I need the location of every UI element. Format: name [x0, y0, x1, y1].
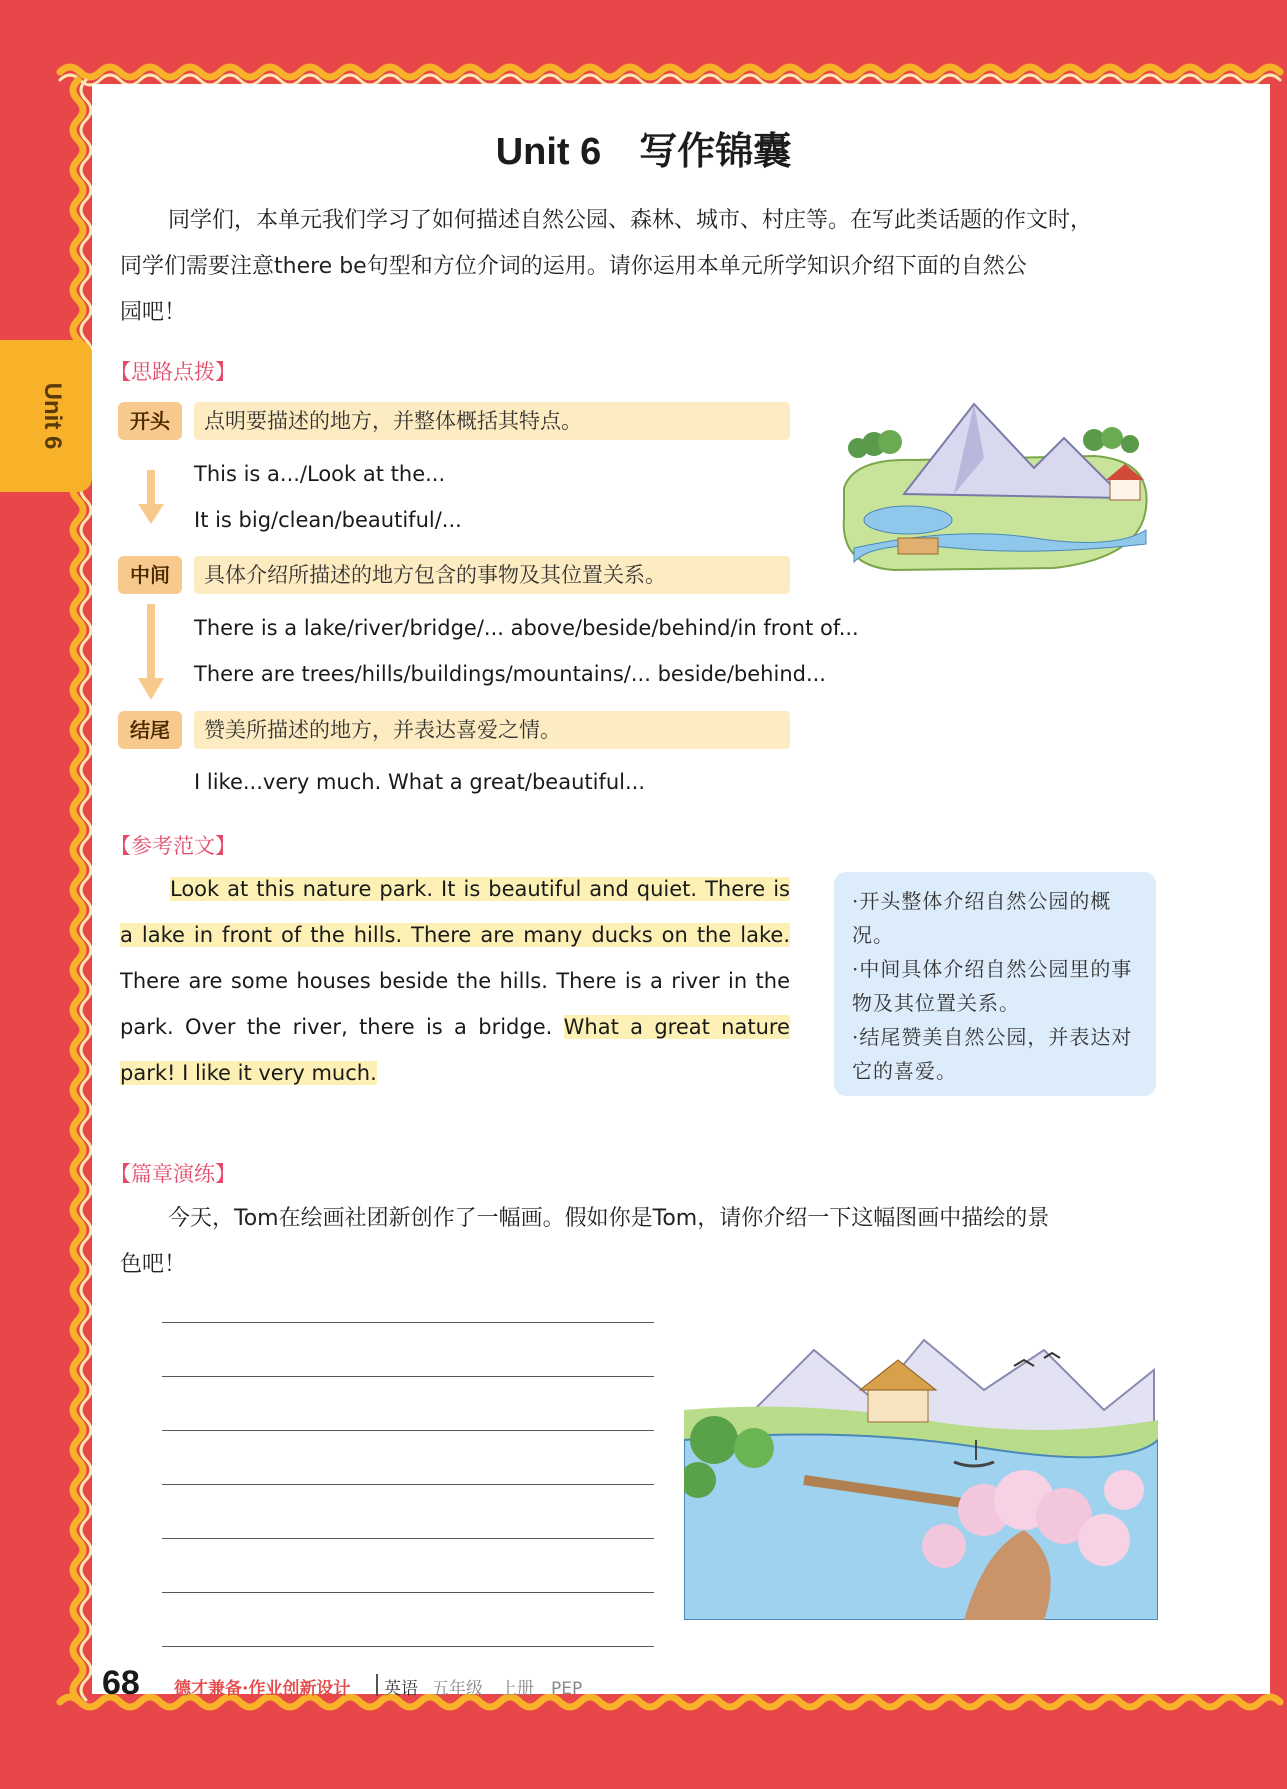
sample-essay-highlight-1: Look at this nature park. It is beautiful and quiet. There is a lake in front of the hills. There are many ducks on the lake. [120, 877, 790, 947]
intro-line-2a: 同学们需要注意 [120, 254, 275, 279]
writing-line[interactable] [162, 1538, 654, 1539]
sample-essay-highlight-2: What a great nature park! I like it very much. [120, 1015, 790, 1085]
footer-subject: 英语 [384, 1679, 418, 1699]
writing-line[interactable] [162, 1646, 654, 1647]
practice-heading: 【篇章演练】 [110, 1162, 236, 1186]
start-desc: 点明要描述的地方，并整体概括其特点。 [194, 402, 790, 440]
painting-illustration [684, 1330, 1158, 1620]
practice-text-a: 今天， [168, 1206, 235, 1231]
end-tag: 结尾 [118, 711, 182, 749]
footer-info: 五年级 上册 PEP [432, 1679, 583, 1699]
sample-essay-body: There are some houses beside the hills. There is a river in the park. Over the river, there is a bridge. [120, 969, 790, 1039]
end-sentence-1: I like...very much. What a great/beautiful... [194, 770, 646, 794]
intro-line-1: 同学们，本单元我们学习了如何描述自然公园、森林、城市、村庄等。在写此类话题的作文时， [168, 208, 1093, 233]
practice-line-2: 色吧！ [120, 1252, 187, 1277]
intro-line-3: 园吧！ [120, 300, 187, 325]
page-number: 68 [102, 1664, 140, 1702]
writing-line[interactable] [162, 1376, 654, 1377]
unit-side-tab-label: Unit 6 [39, 382, 66, 450]
start-sentence-1: This is a.../Look at the... [194, 462, 446, 486]
sample-heading: 【参考范文】 [110, 834, 236, 858]
intro-line-2c: 句型和方位介词的运用。请你运用本单元所学知识介绍下面的自然公 [366, 254, 1027, 279]
tip-start: ·开头整体介绍自然公园的概况。 [852, 889, 1112, 947]
page-title: Unit 6 写作锦囊 [495, 131, 792, 173]
nature-park-illustration [834, 398, 1156, 578]
practice-text-e: ，请你介绍一下这幅图画中描绘的景 [697, 1206, 1050, 1231]
middle-sentence-2: There are trees/hills/buildings/mountains/... beside/behind... [194, 662, 826, 686]
intro-line-2 [120, 244, 1027, 290]
writing-line[interactable] [162, 1484, 654, 1485]
practice-line-1 [168, 1196, 1049, 1242]
intro-there-be: there be [274, 254, 367, 279]
tip-middle: ·中间具体介绍自然公园里的事物及其位置关系。 [852, 957, 1133, 1015]
writing-line[interactable] [162, 1430, 654, 1431]
start-sentence-2: It is big/clean/beautiful/... [194, 508, 462, 532]
writing-line[interactable] [162, 1592, 654, 1593]
middle-sentence-1: There is a lake/river/bridge/... above/beside/behind/in front of... [194, 616, 859, 640]
end-desc: 赞美所描述的地方，并表达喜爱之情。 [194, 711, 790, 749]
down-arrow-icon [136, 604, 166, 702]
footer-divider [376, 1674, 378, 1696]
sample-essay [120, 866, 790, 1096]
writing-line[interactable] [162, 1322, 654, 1323]
start-tag: 开头 [118, 402, 182, 440]
down-arrow-icon [136, 470, 166, 526]
footer-brand: 德才兼备·作业创新设计 [174, 1679, 351, 1699]
practice-text-c: 在绘画社团新创作了一幅画。假如你是 [278, 1206, 653, 1231]
middle-tag: 中间 [118, 556, 182, 594]
middle-desc: 具体介绍所描述的地方包含的事物及其位置关系。 [194, 556, 790, 594]
guide-heading: 【思路点拨】 [110, 360, 236, 384]
tip-end: ·结尾赞美自然公园，并表达对它的喜爱。 [852, 1025, 1133, 1083]
practice-tom-1: Tom [234, 1206, 279, 1231]
practice-tom-2: Tom [652, 1206, 698, 1231]
